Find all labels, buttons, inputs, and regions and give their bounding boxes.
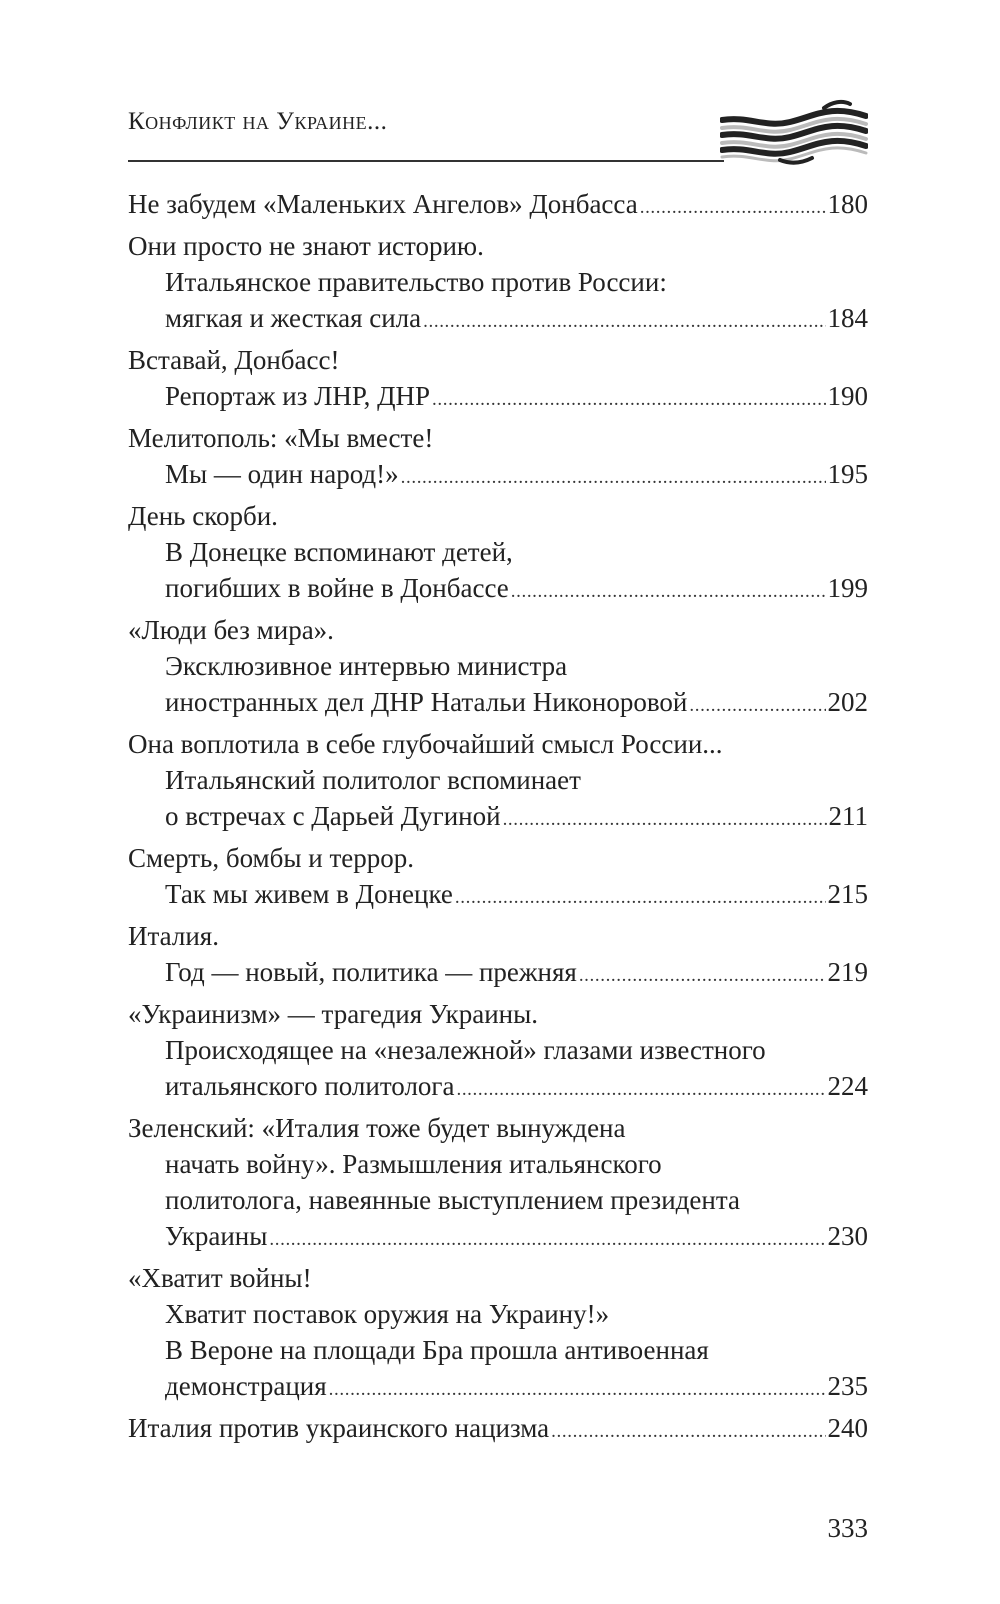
toc-entry-line: [128, 1260, 868, 1296]
toc-entry: [128, 420, 868, 492]
toc-entry-title: Украины: [165, 1221, 268, 1251]
toc-entry-title: Зеленский: «Италия тоже будет вынуждена: [128, 1113, 626, 1143]
toc-entry-line: [128, 498, 868, 534]
toc-page-number: 180: [827, 189, 868, 219]
toc-page-number: 199: [827, 573, 868, 603]
toc-entry-line: [128, 228, 868, 264]
toc-page-number: 219: [827, 957, 868, 987]
toc-entry-line: [128, 684, 868, 720]
toc-entry-title: Италия.: [128, 921, 219, 951]
toc-entry-title: демонстрация: [165, 1371, 327, 1401]
dot-leader: [456, 1072, 825, 1108]
toc-entry-title: «Украинизм» — трагедия Украины.: [128, 999, 539, 1029]
toc-entry-title: Эксклюзивное интервью министра: [165, 651, 568, 681]
toc-entry: [128, 228, 868, 336]
toc-entry-title: Итальянский политолог вспоминает: [165, 765, 581, 795]
toc-entry-title: погибших в войне в Донбассе: [165, 573, 509, 603]
toc-entry-line: [128, 996, 868, 1032]
toc-entry-line: [128, 420, 868, 456]
toc-entry-line: [128, 378, 868, 414]
toc-entry-line: [128, 264, 868, 300]
dot-leader: [640, 190, 826, 226]
dot-leader: [423, 304, 825, 340]
toc-page-number: 240: [827, 1413, 868, 1443]
toc-entry-title: Мелитополь: «Мы вместе!: [128, 423, 434, 453]
header-rule: [128, 160, 724, 162]
toc-entry-line: [128, 1068, 868, 1104]
dot-leader: [689, 688, 825, 724]
table-of-contents: [128, 186, 868, 1452]
toc-page-number: 195: [827, 459, 868, 489]
toc-entry-title: Год — новый, политика — прежняя: [165, 957, 577, 987]
toc-entry: [128, 1110, 868, 1254]
toc-entry-title: Италия против украинского нацизма: [128, 1413, 550, 1443]
toc-entry-title: мягкая и жесткая сила: [165, 303, 422, 333]
toc-entry-title: В Донецке вспоминают детей,: [165, 537, 513, 567]
dot-leader: [579, 958, 826, 994]
toc-entry-title: Происходящее на «незалежной» глазами известного: [165, 1035, 766, 1065]
toc-entry-line: [128, 534, 868, 570]
toc-entry-title: политолога, навеянные выступлением президента: [165, 1185, 740, 1215]
dot-leader: [511, 574, 826, 610]
toc-entry-line: [128, 1218, 868, 1254]
toc-entry-title: «Хватит войны!: [128, 1263, 312, 1293]
toc-entry-line: [128, 648, 868, 684]
toc-page-number: 190: [827, 381, 868, 411]
toc-entry-line: [128, 1146, 868, 1182]
toc-entry-line: [128, 1368, 868, 1404]
toc-entry-line: [128, 1032, 868, 1068]
toc-entry: [128, 1260, 868, 1404]
toc-page-number: 202: [827, 687, 868, 717]
toc-entry-line: [128, 762, 868, 798]
toc-entry-line: [128, 918, 868, 954]
toc-entry: [128, 918, 868, 990]
toc-entry-line: [128, 186, 868, 222]
toc-entry-title: Она воплотила в себе глубочайший смысл России...: [128, 729, 723, 759]
running-header: Конфликт на Украине...: [128, 108, 388, 135]
toc-entry-title: В Вероне на площади Бра прошла антивоенная: [165, 1335, 709, 1365]
toc-entry-line: [128, 840, 868, 876]
toc-page-number: 230: [827, 1221, 868, 1251]
toc-entry-title: Мы — один народ!»: [165, 459, 399, 489]
toc-entry-line: [128, 612, 868, 648]
toc-entry: [128, 612, 868, 720]
toc-entry-title: Смерть, бомбы и террор.: [128, 843, 415, 873]
toc-entry-line: [128, 1182, 868, 1218]
dot-leader: [432, 382, 825, 418]
toc-entry: [128, 840, 868, 912]
dot-leader: [455, 880, 826, 916]
toc-entry-line: [128, 876, 868, 912]
toc-entry-title: начать войну». Размышления итальянского: [165, 1149, 662, 1179]
st-george-ribbon-icon: [720, 98, 868, 170]
dot-leader: [329, 1372, 826, 1408]
toc-page-number: 235: [827, 1371, 868, 1401]
toc-entry-line: [128, 342, 868, 378]
toc-entry-line: [128, 954, 868, 990]
toc-entry-title: о встречах с Дарьей Дугиной: [165, 801, 501, 831]
toc-entry-title: Они просто не знают историю.: [128, 231, 484, 261]
toc-entry-title: «Люди без мира».: [128, 615, 334, 645]
toc-entry-title: итальянского политолога: [165, 1071, 455, 1101]
toc-entry-line: [128, 1110, 868, 1146]
dot-leader: [503, 802, 827, 838]
toc-entry-line: [128, 1332, 868, 1368]
toc-entry-line: [128, 300, 868, 336]
toc-entry: [128, 726, 868, 834]
toc-entry-title: Так мы живем в Донецке: [165, 879, 453, 909]
toc-page-number: 211: [828, 801, 868, 831]
toc-entry: [128, 342, 868, 414]
toc-entry-title: Не забудем «Маленьких Ангелов» Донбасса: [128, 189, 638, 219]
toc-entry: [128, 498, 868, 606]
toc-entry-line: [128, 456, 868, 492]
dot-leader: [401, 460, 826, 496]
toc-entry: [128, 1410, 868, 1446]
page-number: 333: [827, 1513, 868, 1543]
toc-entry-title: иностранных дел ДНР Натальи Никоноровой: [165, 687, 688, 717]
toc-entry-line: [128, 798, 868, 834]
toc-entry-line: [128, 1296, 868, 1332]
toc-page-number: 215: [827, 879, 868, 909]
toc-entry: [128, 186, 868, 222]
toc-entry-line: [128, 726, 868, 762]
toc-page-number: 224: [827, 1071, 868, 1101]
toc-entry-title: День скорби.: [128, 501, 278, 531]
dot-leader: [269, 1222, 825, 1258]
toc-entry-title: Вставай, Донбасс!: [128, 345, 340, 375]
toc-entry: [128, 996, 868, 1104]
toc-entry-title: Репортаж из ЛНР, ДНР: [165, 381, 431, 411]
dot-leader: [551, 1414, 825, 1450]
toc-entry-line: [128, 570, 868, 606]
toc-entry-title: Хватит поставок оружия на Украину!»: [165, 1299, 610, 1329]
toc-entry-title: Итальянское правительство против России:: [165, 267, 667, 297]
toc-entry-line: [128, 1410, 868, 1446]
toc-page-number: 184: [827, 303, 868, 333]
